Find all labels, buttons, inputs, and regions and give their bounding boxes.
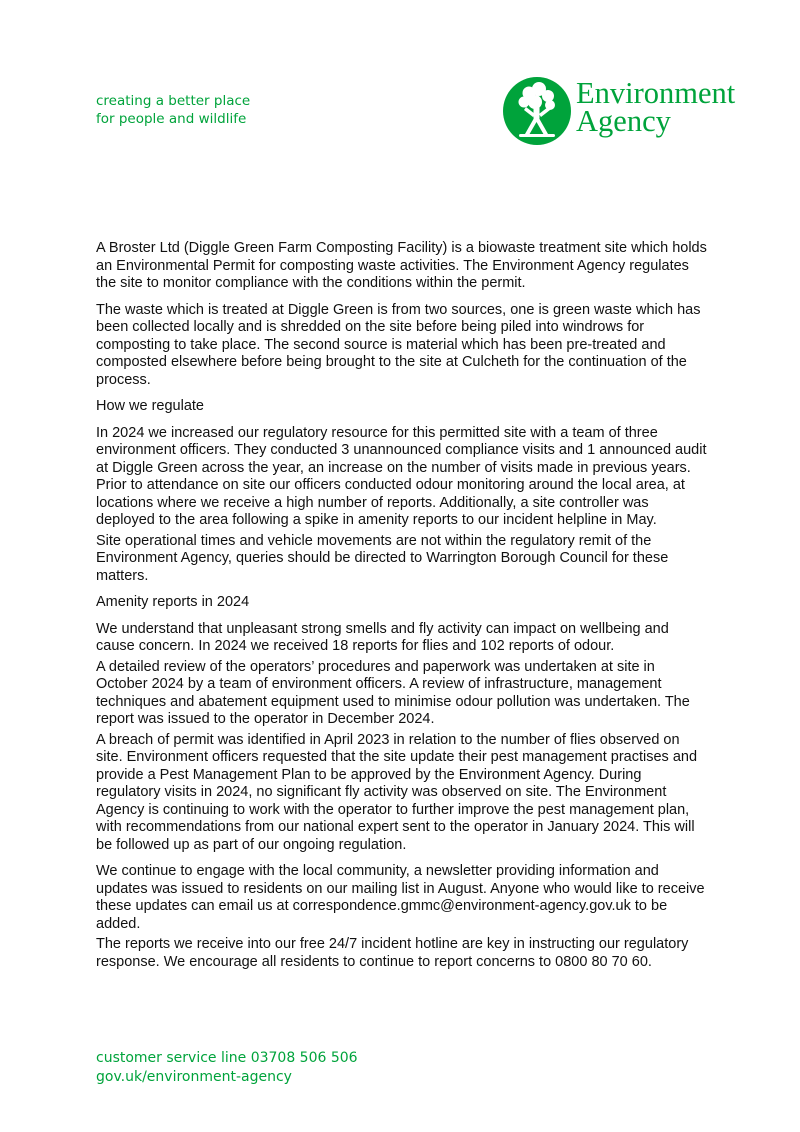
- paragraph-waste-sources: The waste which is treated at Diggle Green is from two sources, one is green waste which has been collected locally and is shredded on the site before being piled into windrows for composting to take place. The second source is material which has been pre-treated and composted elsewhere before being brought to the site at Culcheth for the continuation of the process.: [96, 301, 701, 388]
- tagline-line-2: for people and wildlife: [96, 111, 247, 127]
- paragraph-community-engagement: We continue to engage with the local community, a newsletter providing information and updates was issued to residents on our mailing list in August. Anyone who would like to receive these updates can email us at correspondence.gmmc@environment-agency.gov.uk to be added.: [96, 863, 705, 932]
- website-link[interactable]: gov.uk/environment-agency: [96, 1069, 292, 1085]
- paragraph-permit-breach: A breach of permit was identified in April 2023 in relation to the number of flies observed on site. Environment officers requested that the site update their pest management practises and provide a Pest Management Plan to be approved by the Environment Agency. During regulatory visits in 2024, no significant fly activity was observed on site. The Environment Agency is continuing to work with the operator to further improve the pest management plan, with recommendations from our national expert sent to the operator in January 2024. This will be followed up as part of our ongoing regulation.: [96, 731, 698, 853]
- logo-wordmark: [576, 76, 736, 138]
- paragraph-intro: A Broster Ltd (Diggle Green Farm Composting Facility) is a biowaste treatment site which holds an Environmental Permit for composting waste activities. The Environment Agency regulates the site to monitor compliance with the conditions within the permit.: [96, 240, 707, 291]
- paragraph-regulatory-resource: In 2024 we increased our regulatory resource for this permitted site with a team of three environment officers. They conducted 3 unannounced compliance visits and 1 announced audit at Diggle Green across the year, an increase on the number of visits made in previous years. Prior to attendance on site our officers conducted odour monitoring around the local area, at locations where we receive a high number of reports. Additionally, a site controller was deployed to the area following a spike in amenity reports to our incident helpline in May.: [96, 424, 707, 528]
- logo-name-line-2: Agency: [576, 104, 671, 138]
- tree-person-emblem-icon: [502, 76, 572, 146]
- environment-agency-logo: [502, 76, 762, 148]
- tagline: [96, 92, 250, 128]
- paragraph-reports-received: We understand that unpleasant strong smells and fly activity can impact on wellbeing and cause concern. In 2024 we received 18 reports for flies and 102 reports of odour.: [96, 620, 669, 654]
- paragraph-incident-hotline: The reports we receive into our free 24/7 incident hotline are key in instructing our regulatory response. We encourage all residents to continue to report concerns to 0800 80 70 60.: [96, 936, 689, 970]
- logo-name-line-1: Environment: [576, 76, 736, 110]
- footer: [96, 1049, 358, 1087]
- customer-service-line: customer service line 03708 506 506: [96, 1050, 358, 1066]
- paragraph-site-operational-times: Site operational times and vehicle movements are not within the regulatory remit of the Environment Agency, queries should be directed to Warrington Borough Council for these matters.: [96, 532, 669, 584]
- heading-amenity-reports: Amenity reports in 2024: [96, 594, 250, 610]
- paragraph-detailed-review: A detailed review of the operators’ procedures and paperwork was undertaken at site in October 2024 by a team of environment officers. A review of infrastructure, management techniques and abatement equipment used to minimise odour pollution was undertaken. The report was issued to the operator in December 2024.: [96, 658, 690, 727]
- heading-how-we-regulate: How we regulate: [96, 398, 204, 414]
- letter-body: [96, 240, 708, 980]
- tagline-line-1: creating a better place: [96, 93, 251, 109]
